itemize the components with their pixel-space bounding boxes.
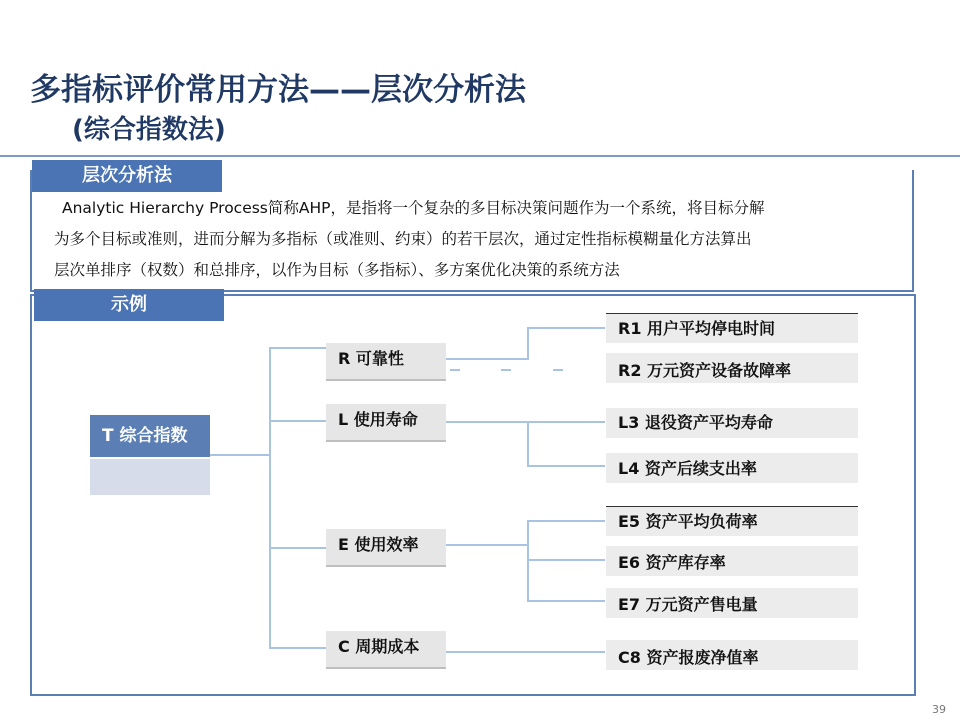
criterion-e: E 使用效率	[326, 529, 446, 567]
criterion-r: R 可靠性	[326, 343, 446, 381]
slide-title: 多指标评价常用方法——层次分析法	[30, 72, 526, 108]
indicator-l4: L4 资产后续支出率	[606, 453, 858, 483]
indicator-e6: E6 资产库存率	[606, 546, 858, 576]
indicator-e7: E7 万元资产售电量	[606, 588, 858, 618]
connector-e-trunk	[527, 520, 529, 602]
connector-to-l	[269, 420, 327, 422]
connector-dash-1	[450, 369, 460, 371]
root-node-shadow	[90, 459, 210, 495]
connector-dash-3	[553, 369, 563, 371]
connector-to-e	[269, 547, 327, 549]
connector-r1	[527, 327, 605, 329]
indicator-r2: R2 万元资产设备故障率	[606, 353, 858, 383]
definition-line-2: 为多个目标或准则，进而分解为多指标（或准则、约束）的若干层次，通过定性指标模糊量化方法算出	[54, 230, 752, 248]
connector-r-stub	[446, 358, 528, 360]
indicator-l3: L3 退役资产平均寿命	[606, 408, 858, 438]
definition-tab: 层次分析法	[32, 160, 222, 192]
connector-criteria-trunk	[269, 347, 271, 648]
connector-l3	[527, 421, 605, 423]
connector-l-stub	[446, 421, 528, 423]
definition-line-1: Analytic Hierarchy Process简称AHP，是指将一个复杂的多目标决策问题作为一个系统，将目标分解	[62, 199, 765, 217]
connector-root-stub	[210, 454, 270, 456]
connector-to-c	[269, 647, 327, 649]
page-number: 39	[932, 703, 946, 716]
connector-e6	[527, 559, 605, 561]
connector-l4	[527, 465, 605, 467]
indicator-c8: C8 资产报废净值率	[606, 640, 858, 670]
connector-c-stub	[446, 651, 605, 653]
definition-line-3: 层次单排序（权数）和总排序，以作为目标（多指标）、多方案优化决策的系统方法	[54, 261, 620, 279]
connector-e-stub	[446, 544, 528, 546]
indicator-r1: R1 用户平均停电时间	[606, 313, 858, 343]
connector-l-trunk	[527, 421, 529, 466]
slide-subtitle: (综合指数法)	[72, 115, 226, 145]
connector-dash-2	[501, 369, 511, 371]
connector-e5	[527, 520, 605, 522]
connector-to-r	[269, 347, 327, 349]
title-rule	[0, 155, 960, 157]
root-node: T 综合指数	[90, 415, 210, 457]
example-tab: 示例	[34, 289, 224, 321]
definition-text	[54, 193, 904, 286]
criterion-c: C 周期成本	[326, 631, 446, 669]
connector-r-trunk	[527, 327, 529, 360]
indicator-e5: E5 资产平均负荷率	[606, 506, 858, 536]
connector-e7	[527, 600, 605, 602]
criterion-l: L 使用寿命	[326, 404, 446, 442]
